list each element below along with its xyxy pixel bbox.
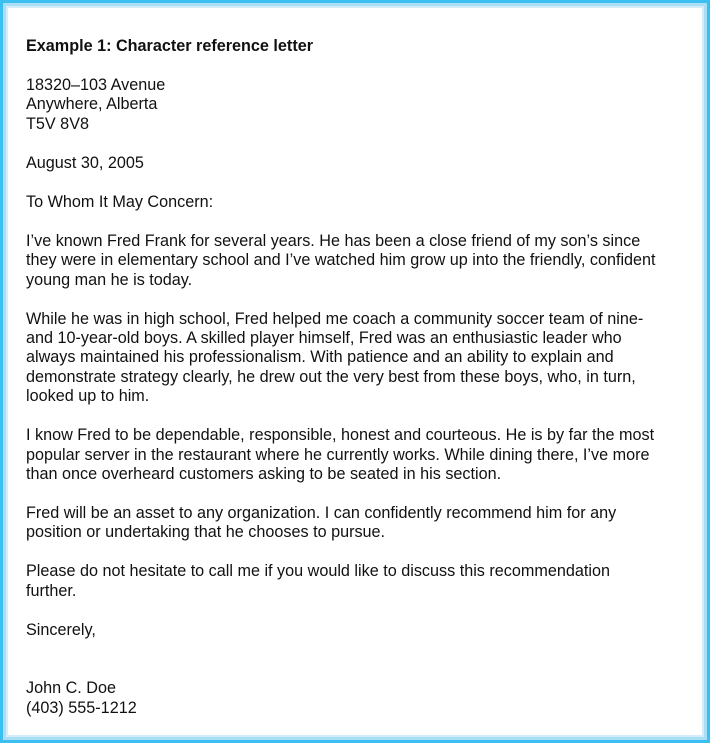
signer-name: John C. Doe bbox=[26, 679, 116, 698]
paragraph-line: than once overheard customers asking to be seated in his section. bbox=[26, 465, 502, 484]
paragraph-line: they were in elementary school and I’ve watched him grow up into the friendly, confident bbox=[26, 251, 656, 270]
sender-address bbox=[26, 76, 702, 134]
paragraph-line: While he was in high school, Fred helped me coach a community soccer team of nine- bbox=[26, 309, 644, 328]
closing: Sincerely, bbox=[26, 620, 96, 639]
paragraph-line: and 10-year-old boys. A skilled player himself, Fred was an enthusiastic leader who bbox=[26, 329, 622, 348]
letter-title: Example 1: Character reference letter bbox=[26, 37, 314, 55]
letter-date: August 30, 2005 bbox=[26, 153, 144, 172]
paragraph-1 bbox=[26, 232, 702, 290]
paragraph-3 bbox=[26, 426, 702, 484]
paragraph-line: demonstrate strategy clearly, he drew out the very best from these boys, who, in turn, bbox=[26, 367, 636, 386]
address-line-street: 18320–103 Avenue bbox=[26, 76, 166, 94]
paragraph-line: popular server in the restaurant where he currently works. While dining there, I’ve more bbox=[26, 445, 650, 464]
paragraph-line: I’ve known Fred Frank for several years. He has been a close friend of my son’s since bbox=[26, 231, 641, 250]
paragraph-line: Please do not hesitate to call me if you would like to discuss this recommendation bbox=[26, 562, 610, 581]
salutation: To Whom It May Concern: bbox=[26, 192, 214, 211]
frame-border-inner bbox=[6, 6, 704, 737]
address-line-postal: T5V 8V8 bbox=[26, 114, 89, 133]
paragraph-line: always maintained his professionalism. With patience and an ability to explain and bbox=[26, 348, 614, 367]
paragraph-4 bbox=[26, 504, 702, 543]
address-line-city: Anywhere, Alberta bbox=[26, 95, 158, 114]
paragraph-5 bbox=[26, 562, 702, 601]
paragraph-line: further. bbox=[26, 581, 77, 600]
paragraph-line: young man he is today. bbox=[26, 270, 193, 289]
frame-border-middle bbox=[3, 3, 707, 740]
signature-space bbox=[26, 640, 702, 679]
letter-page bbox=[8, 8, 702, 735]
signer-phone: (403) 555-1212 bbox=[26, 698, 137, 717]
paragraph-line: Fred will be an asset to any organization. I can confidently recommend him for any bbox=[26, 504, 617, 523]
paragraph-line: position or undertaking that he chooses to pursue. bbox=[26, 523, 386, 542]
paragraph-line: looked up to him. bbox=[26, 387, 150, 406]
paragraph-2 bbox=[26, 310, 702, 407]
paragraph-line: I know Fred to be dependable, responsible, honest and courteous. He is by far the most bbox=[26, 426, 655, 445]
